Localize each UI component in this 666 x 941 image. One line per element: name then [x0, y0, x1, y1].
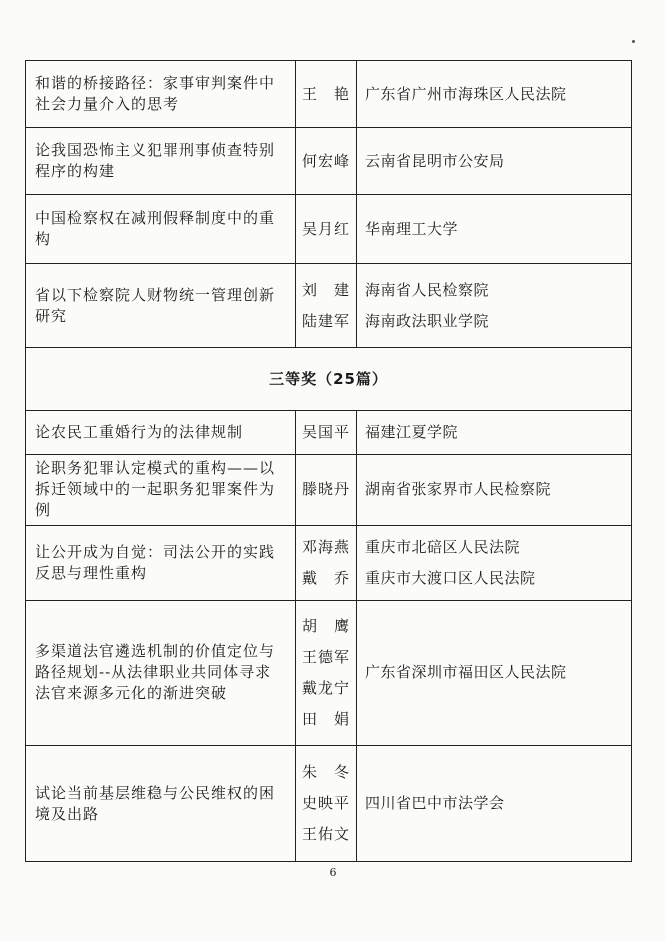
unit-cell: [357, 61, 632, 128]
paper-title: 论我国恐怖主义犯罪刑事侦查特别程序的构建: [26, 128, 296, 194]
scan-speck: [632, 40, 635, 43]
unit-cell: [357, 264, 632, 347]
paper-title: 让公开成为自觉：司法公开的实践反思与理性重构: [26, 525, 296, 600]
author-name: 田 娟: [301, 709, 350, 728]
paper-title: 省以下检察院人财物统一管理创新研究: [26, 264, 296, 347]
unit-name: 海南政法职业学院: [365, 311, 490, 330]
author-cell: [296, 410, 357, 454]
section-row: [26, 347, 632, 410]
author-name: 王 艳: [301, 84, 350, 103]
unit-cell: [357, 128, 632, 194]
unit-name: 广东省深圳市福田区人民法院: [365, 663, 567, 682]
author-name: 邓海燕: [301, 537, 350, 556]
author-name: 滕晓丹: [301, 480, 350, 499]
author-cell: [296, 455, 357, 526]
unit-cell: [357, 600, 632, 745]
author-name: 吴月红: [301, 219, 350, 238]
unit-name: 湖南省张家界市人民检察院: [365, 480, 552, 499]
author-cell: [296, 194, 357, 264]
author-name: 吴国平: [301, 423, 350, 442]
section-heading: 三等奖（25篇）: [26, 347, 632, 410]
unit-name: 华南理工大学: [365, 219, 459, 238]
unit-cell: [357, 525, 632, 600]
author-cell: [296, 525, 357, 600]
unit-name: 四川省巴中市法学会: [365, 794, 505, 813]
unit-cell: [357, 410, 632, 454]
page-number: 6: [329, 866, 337, 879]
award-row: [26, 410, 632, 454]
author-name: 王佑文: [301, 825, 350, 844]
award-row: [26, 264, 632, 347]
author-cell: [296, 128, 357, 194]
author-cell: [296, 600, 357, 745]
award-row: [26, 600, 632, 745]
author-cell: [296, 61, 357, 128]
award-row: [26, 61, 632, 128]
paper-title: 中国检察权在减刑假释制度中的重构: [26, 194, 296, 264]
author-cell: [296, 746, 357, 862]
author-name: 朱 冬: [301, 763, 350, 782]
author-name: 王德军: [301, 647, 350, 666]
paper-title: 试论当前基层维稳与公民维权的困境及出路: [26, 746, 296, 862]
author-name: 史映平: [301, 794, 350, 813]
author-name: 何宏峰: [301, 151, 350, 170]
author-name: 陆建军: [301, 311, 350, 330]
unit-cell: [357, 194, 632, 264]
author-cell: [296, 264, 357, 347]
paper-title: 论职务犯罪认定模式的重构——以拆迁领域中的一起职务犯罪案件为例: [26, 455, 296, 526]
author-name: 胡 鹰: [301, 616, 350, 635]
unit-cell: [357, 455, 632, 526]
unit-name: 重庆市大渡口区人民法院: [365, 568, 536, 587]
author-name: 刘 建: [301, 280, 350, 299]
award-row: [26, 128, 632, 194]
award-rows-second-prize: [26, 61, 632, 348]
author-name: 戴龙宁: [301, 678, 350, 697]
author-name: 戴 乔: [301, 568, 350, 587]
unit-cell: [357, 746, 632, 862]
award-row: [26, 525, 632, 600]
award-row: [26, 194, 632, 264]
paper-title: 和谐的桥接路径：家事审判案件中社会力量介入的思考: [26, 61, 296, 128]
unit-name: 云南省昆明市公安局: [365, 151, 505, 170]
unit-name: 广东省广州市海珠区人民法院: [365, 84, 567, 103]
award-row: [26, 455, 632, 526]
unit-name: 重庆市北碚区人民法院: [365, 537, 521, 556]
unit-name: 海南省人民检察院: [365, 280, 490, 299]
award-table: [25, 60, 632, 862]
paper-title: 论农民工重婚行为的法律规制: [26, 410, 296, 454]
award-rows-third-prize: [26, 410, 632, 861]
award-row: [26, 746, 632, 862]
paper-title: 多渠道法官遴选机制的价值定位与路径规划--从法律职业共同体寻求法官来源多元化的渐进突破: [26, 600, 296, 745]
unit-name: 福建江夏学院: [365, 423, 459, 442]
